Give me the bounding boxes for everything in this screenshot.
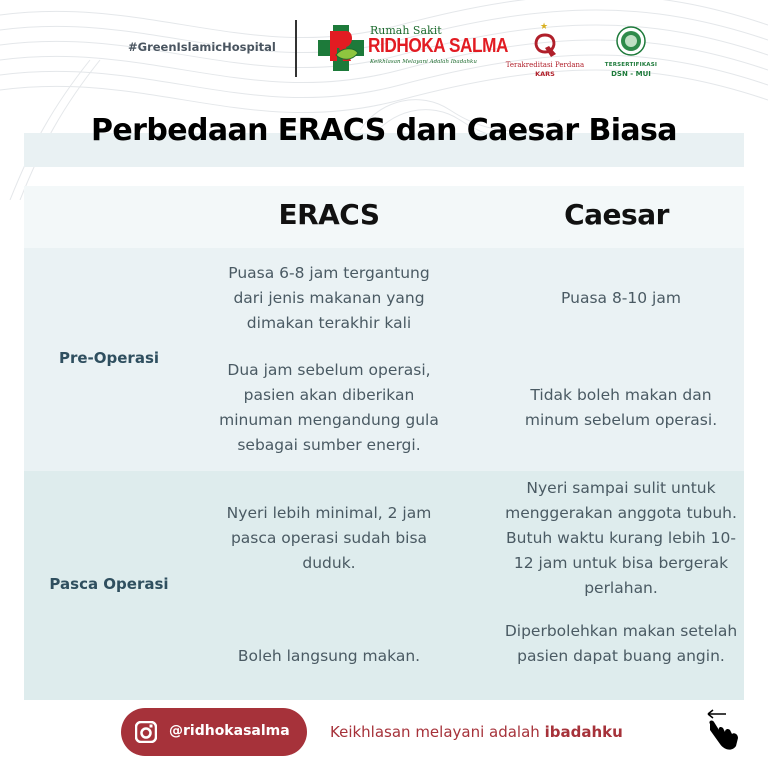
logo-name: RIDHOKA SALMA: [368, 35, 508, 57]
kars-accreditation-badge: [505, 22, 585, 82]
hospital-logo: [318, 22, 508, 72]
mui-certification-badge: [600, 26, 660, 82]
caesar-cell: Diperbolehkan makan setelah pasien dapat buang angin.: [504, 622, 738, 665]
eracs-cell: Nyeri lebih minimal, 2 jam pasca operasi sudah bisa duduk.: [226, 504, 432, 572]
mui-label: DSN - MUI: [611, 70, 651, 78]
logo-subtitle: Rumah Sakit: [370, 24, 442, 37]
tagline-text: Keikhlasan melayani adalah: [330, 723, 545, 741]
tagline-bold: ibadahku: [544, 723, 623, 741]
hashtag-label: #GreenIslamicHospital: [128, 40, 276, 54]
eracs-cell: Dua jam sebelum operasi, pasien akan diberikan minuman mengandung gula sebagai sumber energi.: [219, 361, 439, 454]
logo-tagline: Keikhlasan Melayani Adalah Ibadahku: [370, 59, 477, 65]
star-icon: ★: [540, 22, 549, 32]
kars-label: KARS: [535, 70, 555, 78]
page-title: Perbedaan ERACS dan Caesar Biasa: [91, 113, 677, 148]
caesar-cell: Puasa 8-10 jam: [561, 289, 681, 307]
footer-tagline: [330, 723, 623, 741]
row-label: Pasca Operasi: [49, 575, 169, 593]
swipe-left-hand-icon: [704, 708, 740, 754]
caesar-cell: Tidak boleh makan dan minum sebelum operasi.: [524, 386, 718, 429]
mui-text: TERSERTIFIKASI: [604, 62, 658, 68]
column-header-eracs: ERACS: [278, 198, 380, 231]
kars-emblem-icon: [531, 32, 559, 60]
caesar-cell: Nyeri sampai sulit untuk menggerakan anggota tubuh. Butuh waktu kurang lebih 10-12 jam untuk bisa bergerak perlahan.: [505, 479, 737, 597]
header-divider: [295, 20, 297, 77]
table-row-pre-operasi: [24, 248, 744, 471]
instagram-handle-link[interactable]: [121, 708, 307, 756]
instagram-handle: @ridhokasalma: [169, 723, 290, 739]
hospital-cross-leaf-icon: [318, 25, 364, 71]
row-label: Pre-Operasi: [58, 349, 160, 367]
table-row-pasca-operasi: [24, 471, 744, 700]
column-header-caesar: Caesar: [564, 198, 669, 231]
eracs-cell: Puasa 6-8 jam tergantung dari jenis makanan yang dimakan terakhir kali: [228, 264, 430, 332]
mui-seal-icon: [616, 26, 646, 56]
eracs-cell: Boleh langsung makan.: [237, 647, 421, 665]
table-header-row: [24, 186, 744, 248]
comparison-table: [24, 186, 744, 700]
kars-text: Terakreditasi Perdana: [505, 61, 585, 69]
instagram-icon: [135, 721, 157, 743]
